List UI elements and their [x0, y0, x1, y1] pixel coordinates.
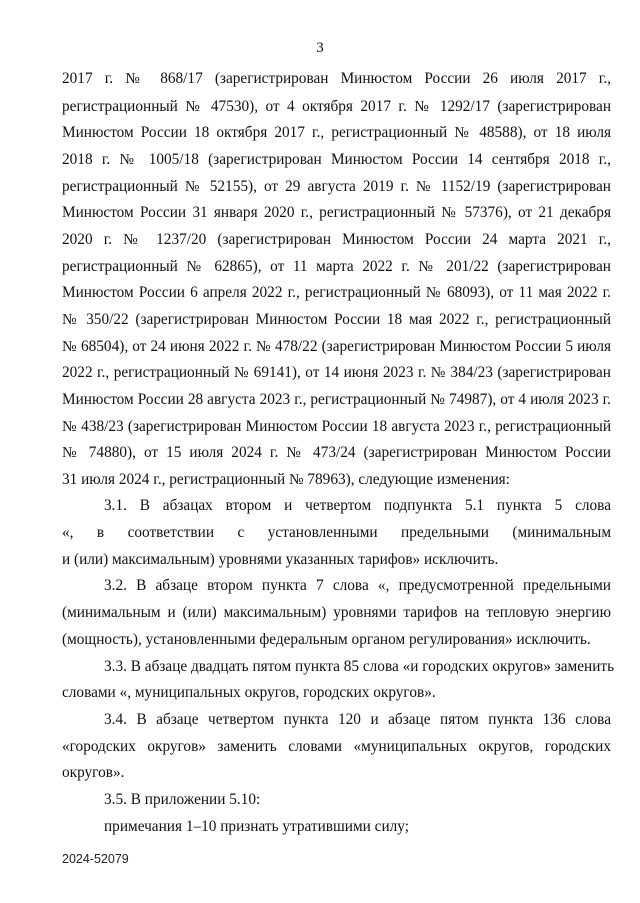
clause-3-4-line: 3.4. В абзаце четвертом пункта 120 и абзаце пятом пункта 136 слова [104, 711, 611, 728]
clause-3-3-line: словами «, муниципальных округов, городских округов». [62, 684, 436, 701]
clause-3-1-line: 3.1. В абзацах втором и четвертом подпункта 5.1 пункта 5 слова [104, 497, 611, 514]
clause-3-3-line: 3.3. В абзаце двадцать пятом пункта 85 слова «и городских округов» заменить [104, 658, 615, 675]
clause-3-5-heading: 3.5. В приложении 5.10: [104, 791, 261, 808]
text-line: № 74880), от 15 июля 2024 г. № 473/24 (зарегистрирован Минюстом России [62, 444, 611, 461]
clause-3-4-line: округов». [62, 764, 125, 781]
text-line: Минюстом России 6 апреля 2022 г., регистрационный № 68093), от 11 мая 2022 г. [62, 284, 611, 301]
text-line: 2020 г. № 1237/20 (зарегистрирован Минюстом России 24 марта 2021 г., [62, 231, 611, 248]
clause-3-2-line: (мощность), установленными федеральным органом регулирования» исключить. [62, 631, 591, 648]
text-line: № 68504), от 24 июня 2022 г. № 478/22 (зарегистрирован Минюстом России 5 июля [62, 338, 611, 355]
clause-3-4-line: «городских округов» заменить словами «муниципальных округов, городских [62, 738, 611, 755]
text-line: Минюстом России 31 января 2020 г., регистрационный № 57376), от 21 декабря [62, 204, 611, 221]
text-line: 2018 г. № 1005/18 (зарегистрирован Минюстом России 14 сентября 2018 г., [62, 151, 611, 168]
text-line: Минюстом России 18 октября 2017 г., регистрационный № 48588), от 18 июля [62, 124, 611, 141]
page-number: 3 [316, 40, 324, 56]
clause-3-1-line: и (или) максимальным) уровнями указанных тарифов» исключить. [62, 551, 499, 568]
clause-3-2-line: (минимальным и (или) максимальным) уровнями тарифов на тепловую энергию [62, 604, 611, 621]
clause-3-2-line: 3.2. В абзаце втором пункта 7 слова «, предусмотренной предельными [104, 577, 611, 594]
text-line: 31 июля 2024 г., регистрационный № 78963), следующие изменения: [62, 471, 510, 488]
text-line: 2022 г., регистрационный № 69141), от 14 июня 2023 г. № 384/23 (зарегистрирован [62, 364, 611, 381]
text-line: № 438/23 (зарегистрирован Минюстом России 18 августа 2023 г., регистрационный [62, 418, 611, 435]
text-line: Минюстом России 28 августа 2023 г., регистрационный № 74987), от 4 июля 2023 г. [62, 391, 611, 408]
text-line: регистрационный № 52155), от 29 августа 2019 г. № 1152/19 (зарегистрирован [62, 178, 611, 195]
text-line: регистрационный № 62865), от 11 марта 2022 г. № 201/22 (зарегистрирован [62, 258, 611, 275]
text-line: 2017 г. № 868/17 (зарегистрирован Минюстом России 26 июля 2017 г., [62, 70, 611, 87]
clause-3-5-line: примечания 1–10 признать утратившими силу; [104, 818, 409, 835]
text-line: № 350/22 (зарегистрирован Минюстом России 18 мая 2022 г., регистрационный [62, 311, 611, 328]
clause-3-1-line: «, в соответствии с установленными предельными (минимальным [62, 524, 611, 541]
text-line: регистрационный № 47530), от 4 октября 2017 г. № 1292/17 (зарегистрирован [62, 98, 611, 115]
document-code: 2024-52079 [62, 852, 129, 866]
